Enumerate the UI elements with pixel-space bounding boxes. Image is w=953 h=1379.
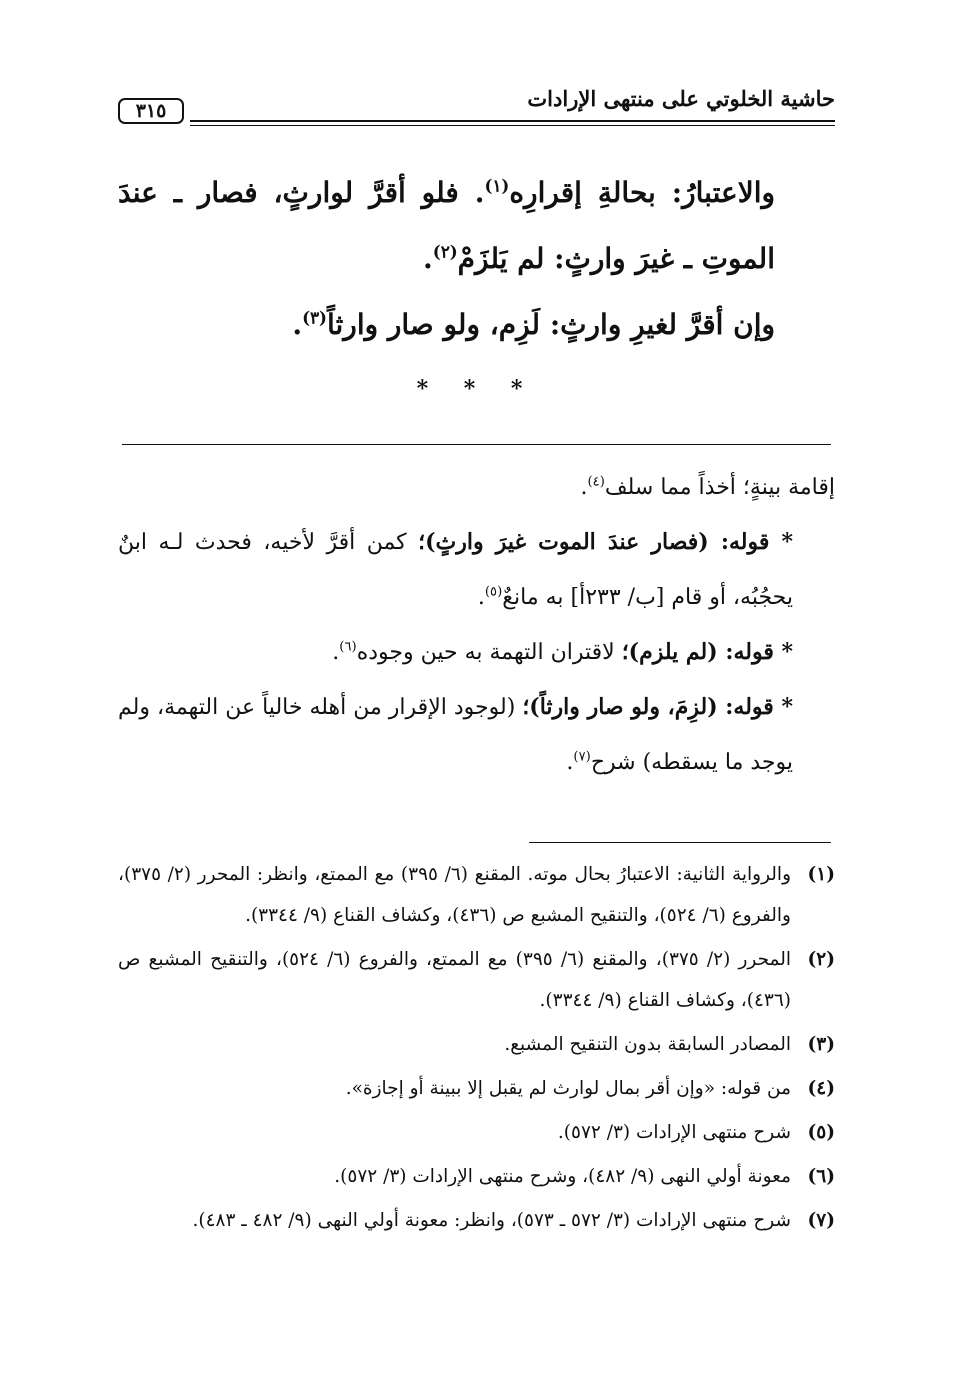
footnote-ref-4: (٤) — [587, 474, 605, 490]
footnote-text: من قوله: «وإن أقر بمال لوارث لم يقبل إلا ببينة أو إجازة». — [345, 1078, 791, 1099]
page-number: ٣١٥ — [118, 98, 184, 124]
footnote-number: (٢) — [807, 949, 835, 970]
main-paragraph-2 — [118, 292, 835, 358]
section-ornament: * * * — [416, 376, 537, 402]
main-text-span: . — [422, 242, 433, 275]
commentary-item-2 — [118, 515, 835, 625]
commentary-item-4 — [118, 680, 835, 790]
commentary-text: . — [580, 475, 588, 500]
footnote — [118, 1068, 835, 1109]
footnotes — [118, 854, 835, 1244]
footnote — [118, 1200, 835, 1241]
footnote — [118, 1112, 835, 1153]
commentary-label: * قوله: (لزِمَ، ولو صار وارثاً)؛ — [522, 694, 793, 720]
footnote-rule — [529, 842, 831, 843]
commentary-text: كمن أقرَّ لأخيه، فحدث لـه ابنٌ يحجُبُه، أو قام [ب/ ٢٣٣أ] به مانعٌ — [118, 530, 793, 610]
main-text-span: والاعتبارُ: بحالةِ إقرارِه — [509, 176, 775, 209]
footnote-text: معونة أولي النهى (٩/ ٤٨٢)، وشرح منتهى الإرادات (٣/ ٥٧٢). — [334, 1166, 791, 1187]
footnote-ref-7: (٧) — [573, 749, 591, 765]
footnote — [118, 854, 835, 936]
commentary-text: . — [566, 750, 574, 775]
commentary-item-3 — [118, 625, 835, 680]
main-text-span: . فلو أقرَّ لوارثٍ، فصار ـ عندَ الموتِ ـ غيرَ وارثٍ: لم يَلزَمْ — [118, 176, 775, 275]
commentary-text: . — [332, 640, 340, 665]
footnote-ref-1: (١) — [484, 175, 510, 196]
main-text — [118, 160, 835, 358]
commentary-text: لاقتران التهمة به حين وجوده — [356, 640, 622, 665]
commentary-text: إقامة بينةٍ؛ أخذاً مما سلف — [604, 475, 835, 500]
commentary-text: (لوجود الإقرار من أهله خالياً عن التهمة، ولم يوجد ما يسقطه) شرح — [118, 695, 793, 775]
page-header — [118, 80, 835, 136]
running-title: حاشية الخلوتي على منتهى الإرادات — [527, 86, 835, 111]
footnote-ref-3: (٣) — [302, 307, 327, 328]
footnote-text: شرح منتهى الإرادات (٣/ ٥٧٢ ـ ٥٧٣)، وانظر: معونة أولي النهى (٩/ ٤٨٢ ـ ٤٨٣). — [192, 1210, 791, 1231]
footnote-number: (٧) — [807, 1210, 835, 1231]
footnote-ref-6: (٦) — [339, 639, 357, 655]
commentary-line-1 — [118, 460, 835, 515]
footnote-text: المحرر (٢/ ٣٧٥)، والمقنع (٦/ ٣٩٥) مع الممتع، والفروع (٦/ ٥٢٤)، والتنقيح المشبع ص (٤٣٦)، وكشاف القناع (٩/ ٣٣٤٤). — [118, 949, 791, 1011]
footnote-text: شرح منتهى الإرادات (٣/ ٥٧٢). — [557, 1122, 791, 1143]
footnote — [118, 1156, 835, 1197]
commentary — [118, 460, 835, 790]
main-text-span: وإن أقرَّ لغيرِ وارثٍ: لَزِم، ولو صار وارثاً — [326, 308, 775, 341]
footnote-number: (٤) — [807, 1078, 835, 1099]
commentary-label: * قوله: (لم يلزم)؛ — [621, 639, 793, 665]
footnote-text: المصادر السابقة بدون التنقيح المشبع. — [504, 1034, 791, 1055]
footnote — [118, 939, 835, 1021]
main-text-span: . — [292, 308, 303, 341]
commentary-text: . — [477, 585, 485, 610]
footnote-number: (٦) — [807, 1166, 835, 1187]
text-commentary-divider — [122, 444, 831, 445]
commentary-label: * قوله: (فصار عندَ الموت غيرَ وارثٍ)؛ — [418, 529, 793, 555]
footnote-number: (٣) — [807, 1034, 835, 1055]
footnote-ref-5: (٥) — [484, 584, 503, 600]
footnote-number: (٥) — [807, 1122, 835, 1143]
footnote-text: والرواية الثانية: الاعتبارُ بحال موته. المقنع (٦/ ٣٩٥) مع الممتع، وانظر: المحرر (٢/ ٣٧٥)، والفروع (٦/ ٥٢٤)، والتنقيح المشبع ص (٤٣٦)، وكشاف القناع (٩/ ٣٣٤٤). — [118, 864, 792, 926]
main-paragraph-1 — [118, 160, 835, 292]
footnote — [118, 1024, 835, 1065]
header-rule — [190, 120, 835, 126]
footnote-number: (١) — [807, 864, 835, 885]
footnote-ref-2: (٢) — [432, 241, 458, 262]
